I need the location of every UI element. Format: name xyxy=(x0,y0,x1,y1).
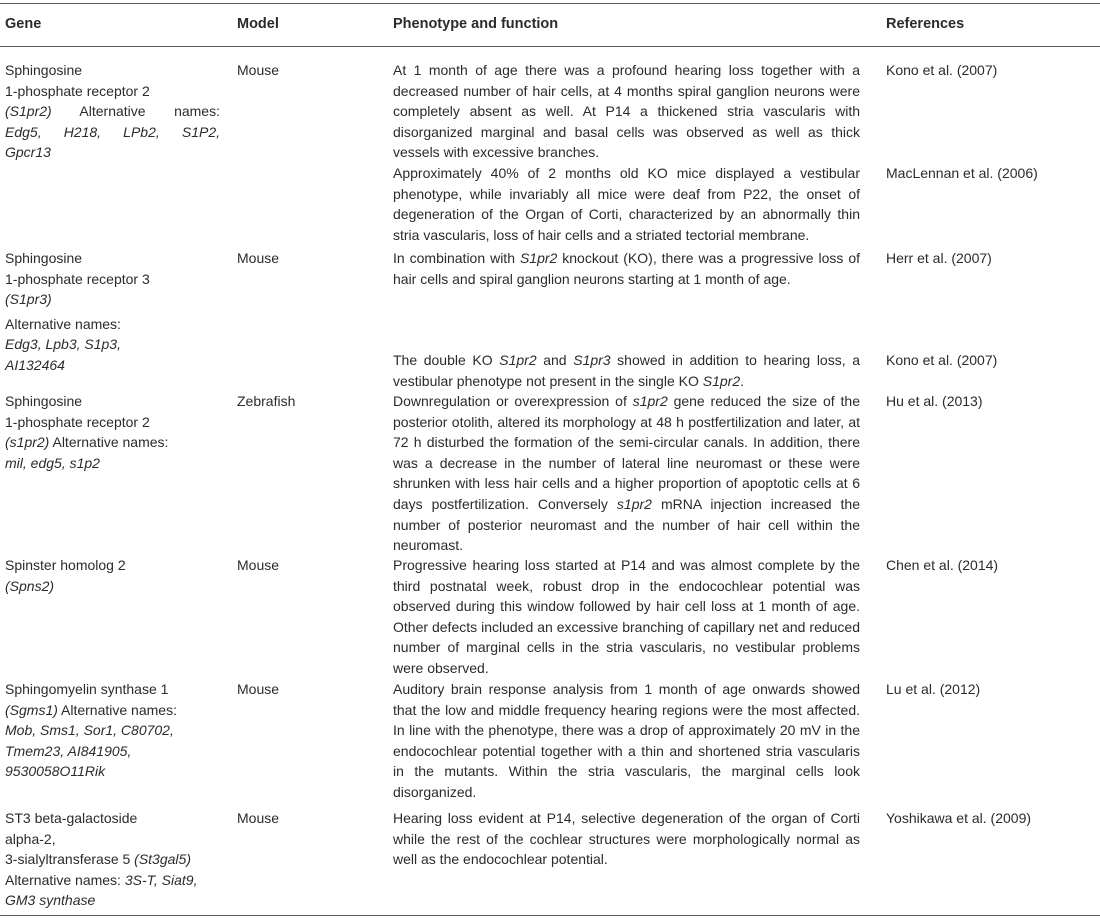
gene-symbol: (St3gal5) xyxy=(134,851,191,868)
gene-line: 1-phosphate receptor 2 xyxy=(5,82,150,99)
gene-line xyxy=(5,576,220,597)
gene-line xyxy=(5,761,220,782)
row2-reference-2: Kono et al. (2007) xyxy=(886,352,998,368)
row5-model: Mouse xyxy=(237,681,280,697)
row2-model: Mouse xyxy=(237,250,280,266)
gene-symbol: (S1pr2) xyxy=(5,103,52,120)
alt-names: GM3 synthase xyxy=(5,892,96,909)
row4-model: Mouse xyxy=(237,557,280,573)
gene-line xyxy=(5,890,220,911)
header-phenotype: Phenotype and function xyxy=(393,16,559,32)
gene-line: 1-phosphate receptor 3 xyxy=(5,270,150,287)
gene-line xyxy=(5,741,220,762)
row1-model: Mouse xyxy=(237,62,280,78)
table-bottom-rule xyxy=(0,915,1100,916)
text: mRNA injection increased the number of posterior neuromast and the number of hair cell within the neuromast. xyxy=(393,495,860,554)
alt-names-label: Alternative names: xyxy=(79,103,220,120)
text: and xyxy=(536,352,574,368)
alt-names: Edg5, H218, LPb2, S1P2, xyxy=(5,123,220,140)
header-gene: Gene xyxy=(5,16,42,32)
header-rule xyxy=(0,46,1100,47)
gene-symbol: (S1pr3) xyxy=(5,291,52,308)
gene-line xyxy=(5,289,220,310)
gene-line: Sphingosine xyxy=(5,250,83,266)
row1-gene xyxy=(5,60,220,163)
text: Downregulation or overexpression of xyxy=(393,393,633,409)
gene-line xyxy=(5,849,220,870)
gene-line: Spinster homolog 2 xyxy=(5,557,126,573)
row6-gene xyxy=(5,808,220,911)
gene-symbol: (Sgms1) xyxy=(5,701,58,718)
gene-line xyxy=(5,720,220,741)
alt-names-label: Alternative names: xyxy=(57,701,177,718)
gene-line xyxy=(5,453,220,474)
row3-reference: Hu et al. (2013) xyxy=(886,393,983,409)
alt-names-label: Alternative names: xyxy=(49,434,169,451)
alt-names: mil, edg5, s1p2 xyxy=(5,454,100,471)
row6-reference: Yoshikawa et al. (2009) xyxy=(886,810,1032,826)
row3-phenotype xyxy=(393,391,860,556)
gene-line xyxy=(5,101,220,122)
text: The double KO xyxy=(393,352,500,368)
header-model: Model xyxy=(237,16,279,32)
alt-names-label: Alternative names: xyxy=(5,871,125,888)
row4-gene xyxy=(5,555,220,596)
gene-symbol: S1pr2 xyxy=(519,250,558,266)
gene-symbol: S1pr2 xyxy=(702,372,741,389)
row1-phenotype-1: At 1 month of age there was a profound hearing loss together with a decreased number of hair cells, at 4 months spiral ganglion neurons were completely absent as well. At P14 a thickened stria vascularis with disorganized marginal and basal cells was observed as well as thick vessels with excessive branches. xyxy=(393,62,860,161)
gene-line xyxy=(5,334,220,355)
gene-line xyxy=(5,122,220,143)
row4-reference: Chen et al. (2014) xyxy=(886,557,999,573)
text: gene reduced the size of the posterior otolith, altered its morphology at 48 h postfertilization and later, at 72 h disturbed the formation of the semi-circular canals. In addition, there was a decrease in the number of lateral line neuromast or these were shrunken with less hair cells and a higher proportion of apoptotic cells at 6 days postfertilization. Conversely xyxy=(393,393,860,512)
gene-symbol: s1pr2 xyxy=(616,495,652,512)
gene-name: 3-sialyltransferase 5 xyxy=(5,851,135,868)
row4-phenotype: Progressive hearing loss started at P14 and was almost complete by the third postnatal week, robust drop in the endocochlear potential was observed during this window followed by hair cell loss at 1 month of age. Other defects included an excessive branching of capillary net and reduced number of marginal cells in the stria vascularis, no vestibular problems were observed. xyxy=(393,557,860,676)
alt-names: Gpcr13 xyxy=(5,144,51,161)
row1-reference-2: MacLennan et al. (2006) xyxy=(886,165,1038,181)
row2-reference-1: Herr et al. (2007) xyxy=(886,250,992,266)
row5-gene xyxy=(5,679,220,782)
gene-line: 1-phosphate receptor 2 xyxy=(5,413,150,430)
row3-model: Zebrafish xyxy=(237,393,296,409)
alt-names-label: Alternative names: xyxy=(5,315,121,332)
gene-symbol: (s1pr2) xyxy=(5,434,50,451)
table-top-rule xyxy=(0,3,1100,4)
alt-names: AI132464 xyxy=(5,356,65,373)
gene-symbol: s1pr2 xyxy=(632,393,668,409)
gene-line: alpha-2, xyxy=(5,830,56,847)
row1-phenotype-2: Approximately 40% of 2 months old KO mice displayed a vestibular phenotype, while invariably all mice were deaf from P22, the onset of degeneration of the Organ of Corti, characterized by an abnormally thin stria vascularis, loss of hair cells and a striated tectorial membrane. xyxy=(393,165,860,243)
row1-reference-1: Kono et al. (2007) xyxy=(886,62,998,78)
gene-line xyxy=(5,432,220,453)
alt-names: 3S-T, Siat9, xyxy=(124,871,198,888)
row2-phenotype-1 xyxy=(393,248,860,289)
text: showed in addition to hearing loss, a vestibular phenotype not present in the single KO xyxy=(393,352,861,389)
alt-names: 9530058O11Rik xyxy=(5,763,106,780)
gene-line: Sphingomyelin synthase 1 xyxy=(5,681,169,697)
gene-line: Sphingosine xyxy=(5,62,83,78)
gene-line: ST3 beta-galactoside xyxy=(5,810,138,826)
row2-phenotype-2 xyxy=(393,350,860,391)
gene-line xyxy=(5,355,220,376)
alt-names: Mob, Sms1, Sor1, C80702, xyxy=(5,722,174,739)
text: In combination with xyxy=(393,250,520,266)
gene-symbol: (Spns2) xyxy=(5,577,55,594)
gene-symbol: S1pr2 xyxy=(499,352,537,368)
header-references: References xyxy=(886,16,965,32)
alt-names: Tmem23, AI841905, xyxy=(5,742,132,759)
gene-line xyxy=(5,700,220,721)
row5-reference: Lu et al. (2012) xyxy=(886,681,981,697)
row3-gene xyxy=(5,391,220,473)
text: knockout (KO), there was a progressive loss of hair cells and spiral ganglion neurons starting at 1 month of age. xyxy=(393,250,861,287)
gene-line: Sphingosine xyxy=(5,393,83,409)
row5-phenotype: Auditory brain response analysis from 1 month of age onwards showed that the low and middle frequency hearing regions were the most affected. In line with the phenotype, there was a drop of approximately 20 mV in the endocochlear potential together with a thin and shortened stria vascularis in the mutants. Within the stria vascularis, the marginal cells look disorganized. xyxy=(393,681,860,800)
gene-line xyxy=(5,142,220,163)
text: . xyxy=(740,372,744,389)
alt-names: Edg3, Lpb3, S1p3, xyxy=(5,336,121,353)
row6-phenotype: Hearing loss evident at P14, selective degeneration of the organ of Corti while the rest of the cochlear structures were morphologically normal as well as the endocochlear potential. xyxy=(393,810,860,868)
gene-symbol: S1pr3 xyxy=(573,352,611,368)
row6-model: Mouse xyxy=(237,810,280,826)
row2-gene xyxy=(5,248,220,376)
gene-line xyxy=(5,870,220,891)
